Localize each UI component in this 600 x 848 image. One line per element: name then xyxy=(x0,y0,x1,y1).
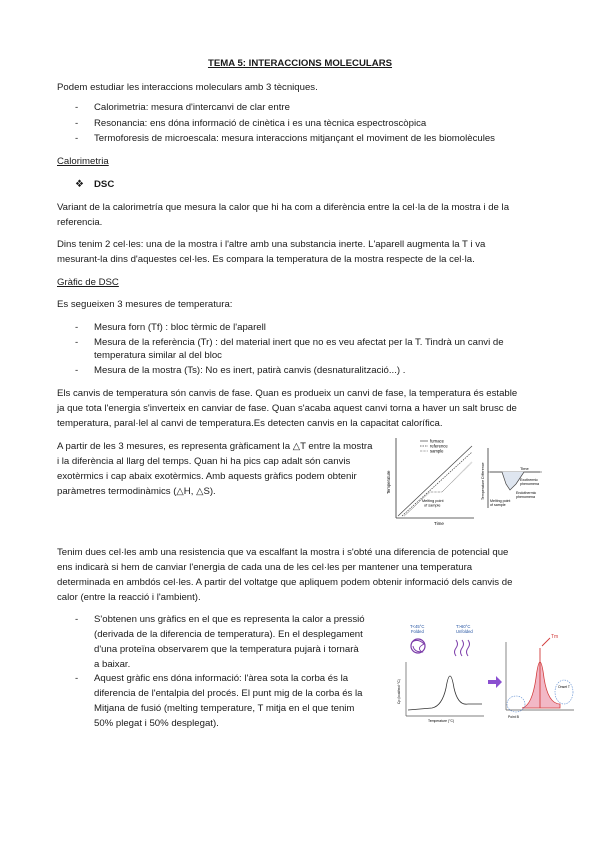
unfolding-figure xyxy=(392,618,576,724)
unfolded-protein-icon xyxy=(455,640,470,656)
dsc-figure xyxy=(384,432,544,528)
folded-label: Folded xyxy=(411,629,424,634)
list-dash: - xyxy=(75,322,79,333)
paragraph-line: A partir de les 3 mesures, es representa gràficament la △T entre la mostra xyxy=(57,441,373,452)
folded-top-label: T<45°C xyxy=(410,624,425,629)
right-ylabel: Temperature Difference xyxy=(481,462,485,500)
bullet-line: 50% plegat i 50% desplegat). xyxy=(94,718,219,729)
endo-label: Endothermic xyxy=(516,491,537,495)
list-dash: - xyxy=(75,365,79,376)
onset-label: Onset T xyxy=(558,685,570,689)
paragraph-line: Dins tenim 2 cel·les: una de la mostra i l'altre amb una substancia inerte. L'aparell augmenta la T i va xyxy=(57,239,486,250)
left-xlabel: Time xyxy=(434,521,444,526)
bullet-line: a baixar. xyxy=(94,659,131,670)
technique-item: Calorimetria: mesura d'intercanvi de clar entre xyxy=(94,102,290,113)
diamond-bullet-icon: ❖ xyxy=(75,179,84,190)
technique-item: Resonancia: ens dóna informació de cinètica i es una tècnica espectroscòpica xyxy=(94,118,427,129)
unfolded-top-label: T>60°C xyxy=(456,624,471,629)
measure-item-continued: temperatura similar al del bloc xyxy=(94,350,222,361)
paragraph-line: referencia. xyxy=(57,217,103,228)
tm-label: Tm xyxy=(551,634,559,640)
list-dash: - xyxy=(75,118,79,129)
measure-item: Mesura de la mostra (Ts): No es inert, patirà canvis (desnaturalització...) . xyxy=(94,365,406,376)
fig2-ylabel: Cp (kcal/mol·°C) xyxy=(397,679,401,704)
unfolded-label: Unfolded xyxy=(456,629,473,634)
bullet-line: (derivada de la diferencia de temperatura). En el desplegament xyxy=(94,629,363,640)
bullet-line: d'una proteïna observarem que la temperatura pujarà i tornarà xyxy=(94,644,359,655)
tm-arrow-icon xyxy=(542,638,550,646)
section-heading-grafic: Gràfic de DSC xyxy=(57,277,119,288)
endo-label-2: phenomena xyxy=(516,495,535,499)
paragraph-line: ja que tota l'energia s'inverteix en canviar de fase. Quan s'acaba aquest canvi torna a haver un salt brusc de xyxy=(57,403,517,414)
pointb-ellipse xyxy=(507,696,525,712)
paragraph-line: ens indicarà si hem de canviar l'energia de cada una de les cel·les per mantener una temperatura xyxy=(57,562,473,573)
legend-furnace: furnace xyxy=(430,438,444,444)
dsc-heading: DSC xyxy=(94,179,115,190)
list-dash: - xyxy=(75,133,79,144)
exo-label: Exothermic xyxy=(520,478,538,482)
measure-item: Mesura de la referència (Tr) : del material inert que no es veu afectat per la T. Tindrà un canvi de xyxy=(94,337,504,348)
legend-reference: reference xyxy=(430,443,448,449)
list-dash: - xyxy=(75,673,79,684)
bullet-line: S'obtenen uns gràfics en el que es representa la calor a pressió xyxy=(94,614,365,625)
list-dash: - xyxy=(75,337,79,348)
paragraph-line: i la diferència al llarg del temps. Quan hi ha pics cap adalt són canvis xyxy=(57,456,351,467)
paragraph-line: calor (entre la reacció i l'ambient). xyxy=(57,592,201,603)
list-dash: - xyxy=(75,614,79,625)
fig2-xlabel: Temperature (°C) xyxy=(428,719,455,723)
paragraph-line: mesurant-la dins d'aquestes cel·les. Es compara la temperatura de la mostra respecte de la cel·la. xyxy=(57,254,475,265)
technique-item: Termoforesis de microescala: mesura interaccions mitjançant el moviment de les biomolècules xyxy=(94,133,495,144)
paragraph-line: temperatura, paral·lel al canvi de temperatura.Es detecten canvis en la capacitat calorífica. xyxy=(57,418,443,429)
tm-peak-fill xyxy=(522,662,560,708)
intro-text: Podem estudiar les interaccions moleculars amb 3 tècniques. xyxy=(57,82,318,93)
paragraph-line: paràmetres termodinàmics (△H, △S). xyxy=(57,486,216,497)
paragraph-line: determinada en ambdós cel·les. A partir del voltatge que apliquem podem obtenir informació dels canvis de xyxy=(57,577,513,588)
bullet-line: Aquest gràfic ens dóna informació: l'àrea sota la corba és la xyxy=(94,673,349,684)
paragraph-line: Els canvis de temperatura són canvis de fase. Quan es produeix un canvi de fase, la temperatura és estable xyxy=(57,388,518,399)
paragraph-line: exotèrmics i cap abaix exotèrmics. Amb aquests gràfics podem obtenir xyxy=(57,471,357,482)
measure-item: Mesura forn (Tf) : bloc tèrmic de l'aparell xyxy=(94,322,266,333)
pointb-label: Point B xyxy=(508,715,519,719)
page-title: TEMA 5: INTERACCIONS MOLECULARS xyxy=(207,58,393,69)
bullet-line: Mitjana de fusió (melting temperature, T mitja en el que tenim xyxy=(94,703,355,714)
melt-right-label-2: of sample xyxy=(490,503,506,507)
right-time-label: Time xyxy=(520,466,529,471)
left-ylabel: Temperature xyxy=(386,470,391,494)
bullet-line: diferencia de l'entalpia del procés. El punt mig de la corba és la xyxy=(94,688,363,699)
paragraph-line: Es segueixen 3 mesures de temperatura: xyxy=(57,299,233,310)
melting-label: Melting point xyxy=(422,499,444,503)
cp-peak-curve xyxy=(408,676,482,710)
paragraph-line: Variant de la calorimetría que mesura la calor que hi ha com a diferència entre la cel·la de la mostra i de la xyxy=(57,202,510,213)
melting-label-2: of sample xyxy=(424,503,441,508)
paragraph-line: Tenim dues cel·les amb una resistencia que va escalfant la mostra i s'obté una diferencia de potencial que xyxy=(57,547,509,558)
onset-ellipse xyxy=(555,680,573,704)
melt-right-label: Melting point xyxy=(490,499,511,503)
arrow-icon xyxy=(488,676,502,688)
folded-protein-icon xyxy=(411,639,425,653)
sample-line xyxy=(404,462,472,516)
list-dash: - xyxy=(75,102,79,113)
legend-sample: sample xyxy=(430,448,444,454)
section-heading-calorimetria: Calorimetria xyxy=(57,156,109,167)
exo-label-2: phenomena xyxy=(520,482,539,486)
